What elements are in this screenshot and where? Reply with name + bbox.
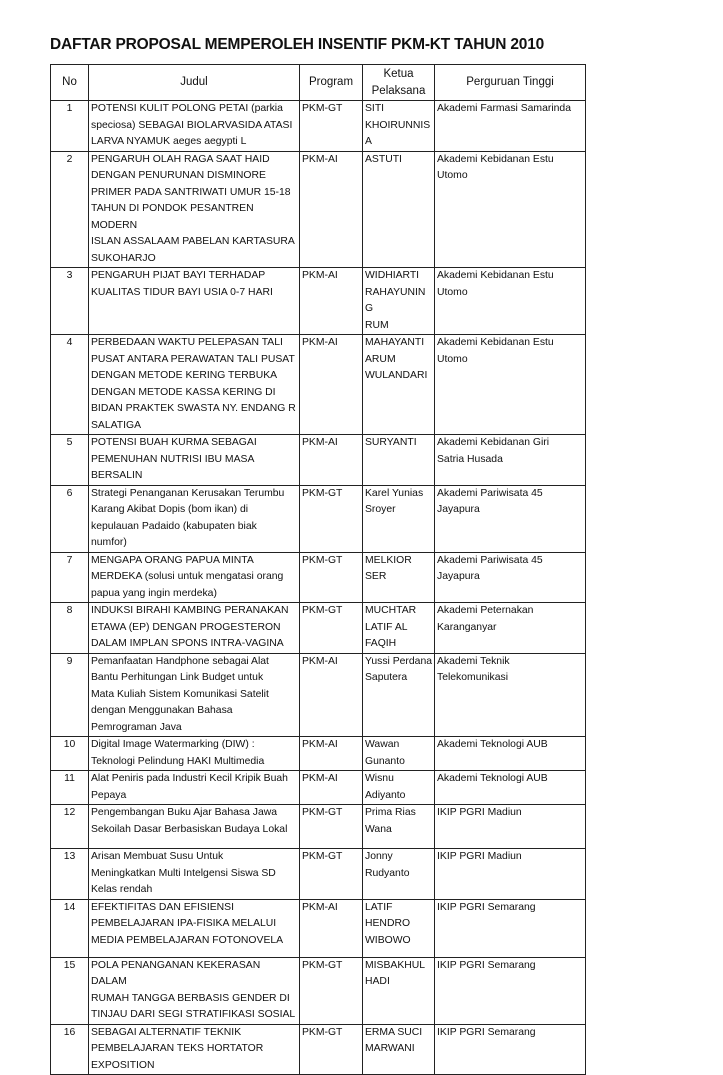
cell-ketua-text: MELKIOR SER: [365, 554, 412, 582]
cell-program-text: PKM-AI: [302, 901, 338, 913]
cell-ketua-text: ERMA SUCI MARWANI: [365, 1026, 423, 1054]
cell-no: [51, 435, 89, 486]
cell-ketua: [363, 335, 435, 435]
cell-ketua: [363, 1024, 435, 1075]
header-program: Program: [300, 65, 363, 101]
cell-judul: [89, 899, 300, 957]
cell-program-text: PKM-GT: [302, 1026, 343, 1038]
cell-program: [300, 435, 363, 486]
cell-program: [300, 653, 363, 737]
cell-program-text: PKM-GT: [302, 605, 343, 616]
cell-perguruan-tinggi: [435, 268, 586, 335]
cell-perguruan-tinggi: [435, 435, 586, 486]
cell-no-text: 1: [66, 103, 73, 114]
cell-program-text: PKM-GT: [302, 487, 343, 499]
header-perguruan-tinggi: Perguruan Tinggi: [435, 65, 586, 101]
cell-perguruan-tinggi-text: IKIP PGRI Semarang: [437, 959, 536, 971]
cell-judul: [89, 435, 300, 486]
table-row: [51, 737, 586, 771]
table-row: [51, 899, 586, 957]
header-judul: Judul: [89, 65, 300, 101]
cell-perguruan-tinggi: [435, 899, 586, 957]
cell-program-text: PKM-AI: [302, 739, 338, 750]
cell-judul-text: POTENSI BUAH KURMA SEBAGAI PEMENUHAN NUTRISI IBU MASA BERSALIN: [91, 437, 257, 481]
cell-ketua: [363, 653, 435, 737]
cell-judul: [89, 485, 300, 552]
table-row: [51, 805, 586, 849]
cell-no-text: 6: [66, 487, 73, 499]
cell-ketua: [363, 101, 435, 152]
table-row: [51, 653, 586, 737]
cell-perguruan-tinggi: [435, 771, 586, 805]
cell-judul-text: POLA PENANGANAN KEKERASAN DALAM RUMAH TANGGA BERBASIS GENDER DI TINJAU DARI SEGI STRATIFIKASI SOSIAL: [91, 959, 296, 1020]
cell-program: [300, 957, 363, 1024]
cell-program-text: PKM-AI: [302, 773, 338, 784]
cell-no: [51, 552, 89, 603]
cell-ketua-text: SURYANTI: [365, 437, 417, 448]
cell-judul-text: PERBEDAAN WAKTU PELEPASAN TALI PUSAT ANTARA PERAWATAN TALI PUSAT DENGAN METODE KERING TERBUKA DENGAN METODE KASSA KERING DI BIDAN PRAKTEK SWASTA NY. ENDANG R SALATIGA: [91, 337, 296, 431]
cell-perguruan-tinggi-text: Akademi Kebidanan Estu Utomo: [437, 153, 554, 181]
cell-judul: [89, 771, 300, 805]
cell-ketua: [363, 268, 435, 335]
cell-judul-text: Digital Image Watermarking (DIW) : Teknologi Pelindung HAKI Multimedia: [91, 739, 265, 767]
cell-ketua: [363, 737, 435, 771]
cell-ketua: [363, 485, 435, 552]
cell-perguruan-tinggi: [435, 805, 586, 849]
cell-no-text: 14: [63, 901, 76, 913]
cell-perguruan-tinggi-text: Akademi Kebidanan Estu Utomo: [437, 337, 554, 365]
cell-perguruan-tinggi: [435, 552, 586, 603]
cell-no: [51, 603, 89, 654]
cell-judul: [89, 653, 300, 737]
cell-perguruan-tinggi-text: IKIP PGRI Madiun: [437, 851, 522, 862]
cell-program: [300, 1024, 363, 1075]
table-row: [51, 435, 586, 486]
cell-perguruan-tinggi: [435, 737, 586, 771]
cell-judul: [89, 151, 300, 268]
cell-program-text: PKM-GT: [302, 103, 343, 114]
table-row: [51, 957, 586, 1024]
cell-no: [51, 805, 89, 849]
cell-program: [300, 552, 363, 603]
cell-ketua: [363, 957, 435, 1024]
cell-ketua-text: MAHAYANTI ARUM WULANDARI: [365, 337, 428, 381]
cell-perguruan-tinggi-text: Akademi Teknologi AUB: [437, 739, 548, 750]
cell-program: [300, 899, 363, 957]
cell-program: [300, 335, 363, 435]
cell-judul: [89, 957, 300, 1024]
header-no: No: [51, 65, 89, 101]
cell-perguruan-tinggi-text: Akademi Pariwisata 45 Jayapura: [437, 554, 543, 582]
cell-program: [300, 268, 363, 335]
cell-program-text: PKM-AI: [302, 437, 338, 448]
cell-program-text: PKM-AI: [302, 337, 338, 348]
cell-no: [51, 335, 89, 435]
cell-program: [300, 737, 363, 771]
cell-judul-text: POTENSI KULIT POLONG PETAI (parkia speciosa) SEBAGAI BIOLARVASIDA ATASI LARVA NYAMUK aeges aegypti L: [91, 103, 293, 147]
cell-no-text: 16: [63, 1026, 76, 1038]
cell-judul-text: EFEKTIFITAS DAN EFISIENSI PEMBELAJARAN IPA-FISIKA MELALUI MEDIA PEMBELAJARAN FOTONOVELA: [91, 901, 284, 946]
cell-no-text: 2: [66, 153, 73, 165]
cell-no: [51, 771, 89, 805]
cell-program: [300, 485, 363, 552]
cell-ketua-text: WIDHIARTI RAHAYUNING RUM: [365, 270, 426, 331]
cell-ketua-text: Wawan Gunanto: [365, 739, 405, 767]
cell-ketua: [363, 849, 435, 900]
cell-no-text: 11: [64, 773, 75, 784]
cell-perguruan-tinggi: [435, 849, 586, 900]
cell-program: [300, 101, 363, 152]
cell-judul: [89, 849, 300, 900]
cell-ketua: [363, 603, 435, 654]
cell-judul-text: SEBAGAI ALTERNATIF TEKNIK PEMBELAJARAN TEKS HORTATOR EXPOSITION: [91, 1026, 264, 1071]
cell-judul: [89, 335, 300, 435]
cell-perguruan-tinggi-text: IKIP PGRI Semarang: [437, 901, 536, 913]
cell-ketua-text: SITI KHOIRUNNIS A: [365, 103, 431, 147]
table-row: [51, 151, 586, 268]
table-header-row: [51, 65, 586, 101]
cell-ketua: [363, 552, 435, 603]
cell-no-text: 8: [66, 605, 73, 616]
cell-no: [51, 151, 89, 268]
cell-ketua: [363, 899, 435, 957]
cell-perguruan-tinggi-text: Akademi Teknologi AUB: [437, 773, 548, 784]
cell-judul-text: Alat Peniris pada Industri Kecil Kripik Buah Pepaya: [91, 773, 288, 801]
cell-ketua: [363, 805, 435, 849]
table-row: [51, 771, 586, 805]
cell-perguruan-tinggi: [435, 957, 586, 1024]
cell-no: [51, 899, 89, 957]
cell-perguruan-tinggi: [435, 485, 586, 552]
cell-ketua: [363, 771, 435, 805]
cell-program-text: PKM-AI: [302, 270, 338, 281]
cell-judul-text: Pengembangan Buku Ajar Bahasa Jawa Sekoilah Dasar Berbasiskan Budaya Lokal: [91, 807, 288, 835]
cell-perguruan-tinggi-text: Akademi Pariwisata 45 Jayapura: [437, 487, 543, 515]
cell-program: [300, 805, 363, 849]
cell-program-text: PKM-AI: [302, 655, 338, 667]
cell-program-text: PKM-GT: [302, 554, 343, 566]
cell-judul: [89, 603, 300, 654]
cell-perguruan-tinggi: [435, 335, 586, 435]
cell-no-text: 15: [63, 959, 76, 971]
table-row: [51, 485, 586, 552]
cell-judul-text: Pemanfaatan Handphone sebagai Alat Bantu Perhitungan Link Budget untuk Mata Kuliah Sistem Komunikasi Satelit dengan Menggunakan Bahasa Pemrograman Java: [91, 655, 269, 733]
table-row: [51, 1024, 586, 1075]
cell-ketua-text: MISBAKHUL HADI: [365, 959, 426, 987]
cell-judul-text: Arisan Membuat Susu Untuk Meningkatkan Multi Intelgensi Siswa SD Kelas rendah: [91, 851, 276, 895]
cell-no: [51, 849, 89, 900]
cell-perguruan-tinggi: [435, 653, 586, 737]
cell-no: [51, 1024, 89, 1075]
cell-no: [51, 485, 89, 552]
cell-ketua-text: Wisnu Adiyanto: [365, 773, 406, 801]
cell-ketua: [363, 151, 435, 268]
table-row: [51, 552, 586, 603]
cell-no-text: 12: [63, 807, 76, 818]
cell-no: [51, 737, 89, 771]
cell-ketua-text: ASTUTI: [365, 153, 402, 165]
cell-program-text: PKM-GT: [302, 807, 343, 818]
cell-judul: [89, 805, 300, 849]
cell-no: [51, 101, 89, 152]
cell-program: [300, 771, 363, 805]
cell-no: [51, 957, 89, 1024]
cell-no: [51, 268, 89, 335]
cell-perguruan-tinggi: [435, 101, 586, 152]
cell-judul: [89, 101, 300, 152]
cell-judul-text: Strategi Penanganan Kerusakan Terumbu Karang Akibat Dopis (bom ikan) di kepulauan Padaido (kabupaten biak numfor): [91, 487, 285, 548]
cell-perguruan-tinggi: [435, 603, 586, 654]
cell-ketua-text: MUCHTAR LATIF AL FAQIH: [365, 605, 417, 649]
cell-no-text: 5: [66, 437, 73, 448]
cell-judul: [89, 552, 300, 603]
cell-no: [51, 653, 89, 737]
cell-perguruan-tinggi-text: Akademi Teknik Telekomunikasi: [437, 655, 510, 683]
cell-ketua-text: LATIF HENDRO WIBOWO: [365, 901, 411, 946]
cell-ketua-text: Karel Yunias Sroyer: [365, 487, 424, 515]
cell-no-text: 10: [63, 739, 76, 750]
cell-ketua-text: Prima Rias Wana: [365, 807, 416, 835]
table-row: [51, 268, 586, 335]
header-ketua-label: Ketua Pelaksana: [371, 67, 426, 97]
table-row: [51, 101, 586, 152]
cell-judul-text: PENGARUH PIJAT BAYI TERHADAP KUALITAS TIDUR BAYI USIA 0-7 HARI: [91, 270, 273, 298]
table-row: [51, 849, 586, 900]
table-row: [51, 335, 586, 435]
page-title: DAFTAR PROPOSAL MEMPEROLEH INSENTIF PKM-KT TAHUN 2010: [50, 36, 545, 53]
cell-perguruan-tinggi-text: Akademi Kebidanan Estu Utomo: [437, 270, 554, 298]
cell-ketua: [363, 435, 435, 486]
cell-judul-text: MENGAPA ORANG PAPUA MINTA MERDEKA (solusi untuk mengatasi orang papua yang ingin merdeka): [91, 554, 284, 599]
cell-no-text: 13: [63, 851, 76, 862]
cell-perguruan-tinggi-text: Akademi Kebidanan Giri Satria Husada: [437, 437, 550, 465]
cell-ketua-text: Yussi Perdana Saputera: [365, 655, 433, 683]
cell-no-text: 9: [66, 655, 73, 667]
cell-perguruan-tinggi: [435, 1024, 586, 1075]
cell-program-text: PKM-AI: [302, 153, 338, 165]
cell-perguruan-tinggi-text: Akademi Farmasi Samarinda: [437, 103, 571, 114]
proposal-table: [50, 64, 586, 1075]
cell-no-text: 7: [66, 554, 73, 566]
cell-perguruan-tinggi-text: IKIP PGRI Madiun: [437, 807, 522, 818]
cell-program: [300, 603, 363, 654]
table-row: [51, 603, 586, 654]
cell-judul: [89, 268, 300, 335]
cell-program-text: PKM-GT: [302, 851, 343, 862]
cell-no-text: 4: [66, 337, 73, 348]
cell-program: [300, 849, 363, 900]
cell-program: [300, 151, 363, 268]
cell-no-text: 3: [66, 270, 73, 281]
cell-program-text: PKM-GT: [302, 959, 343, 971]
cell-perguruan-tinggi-text: Akademi Peternakan Karanganyar: [437, 605, 534, 633]
cell-ketua-text: Jonny Rudyanto: [365, 851, 410, 879]
header-ketua: [363, 65, 435, 101]
cell-judul-text: PENGARUH OLAH RAGA SAAT HAID DENGAN PENURUNAN DISMINORE PRIMER PADA SANTRIWATI UMUR 15-18 TAHUN DI PONDOK PESANTREN MODERN ISLAN ASSALAAM PABELAN KARTASURA SUKOHARJO: [91, 153, 295, 264]
cell-judul: [89, 737, 300, 771]
cell-judul: [89, 1024, 300, 1075]
cell-perguruan-tinggi-text: IKIP PGRI Semarang: [437, 1026, 536, 1038]
cell-perguruan-tinggi: [435, 151, 586, 268]
cell-judul-text: INDUKSI BIRAHI KAMBING PERANAKAN ETAWA (EP) DENGAN PROGESTERON DALAM IMPLAN SPONS INTRA-VAGINA: [91, 605, 289, 649]
